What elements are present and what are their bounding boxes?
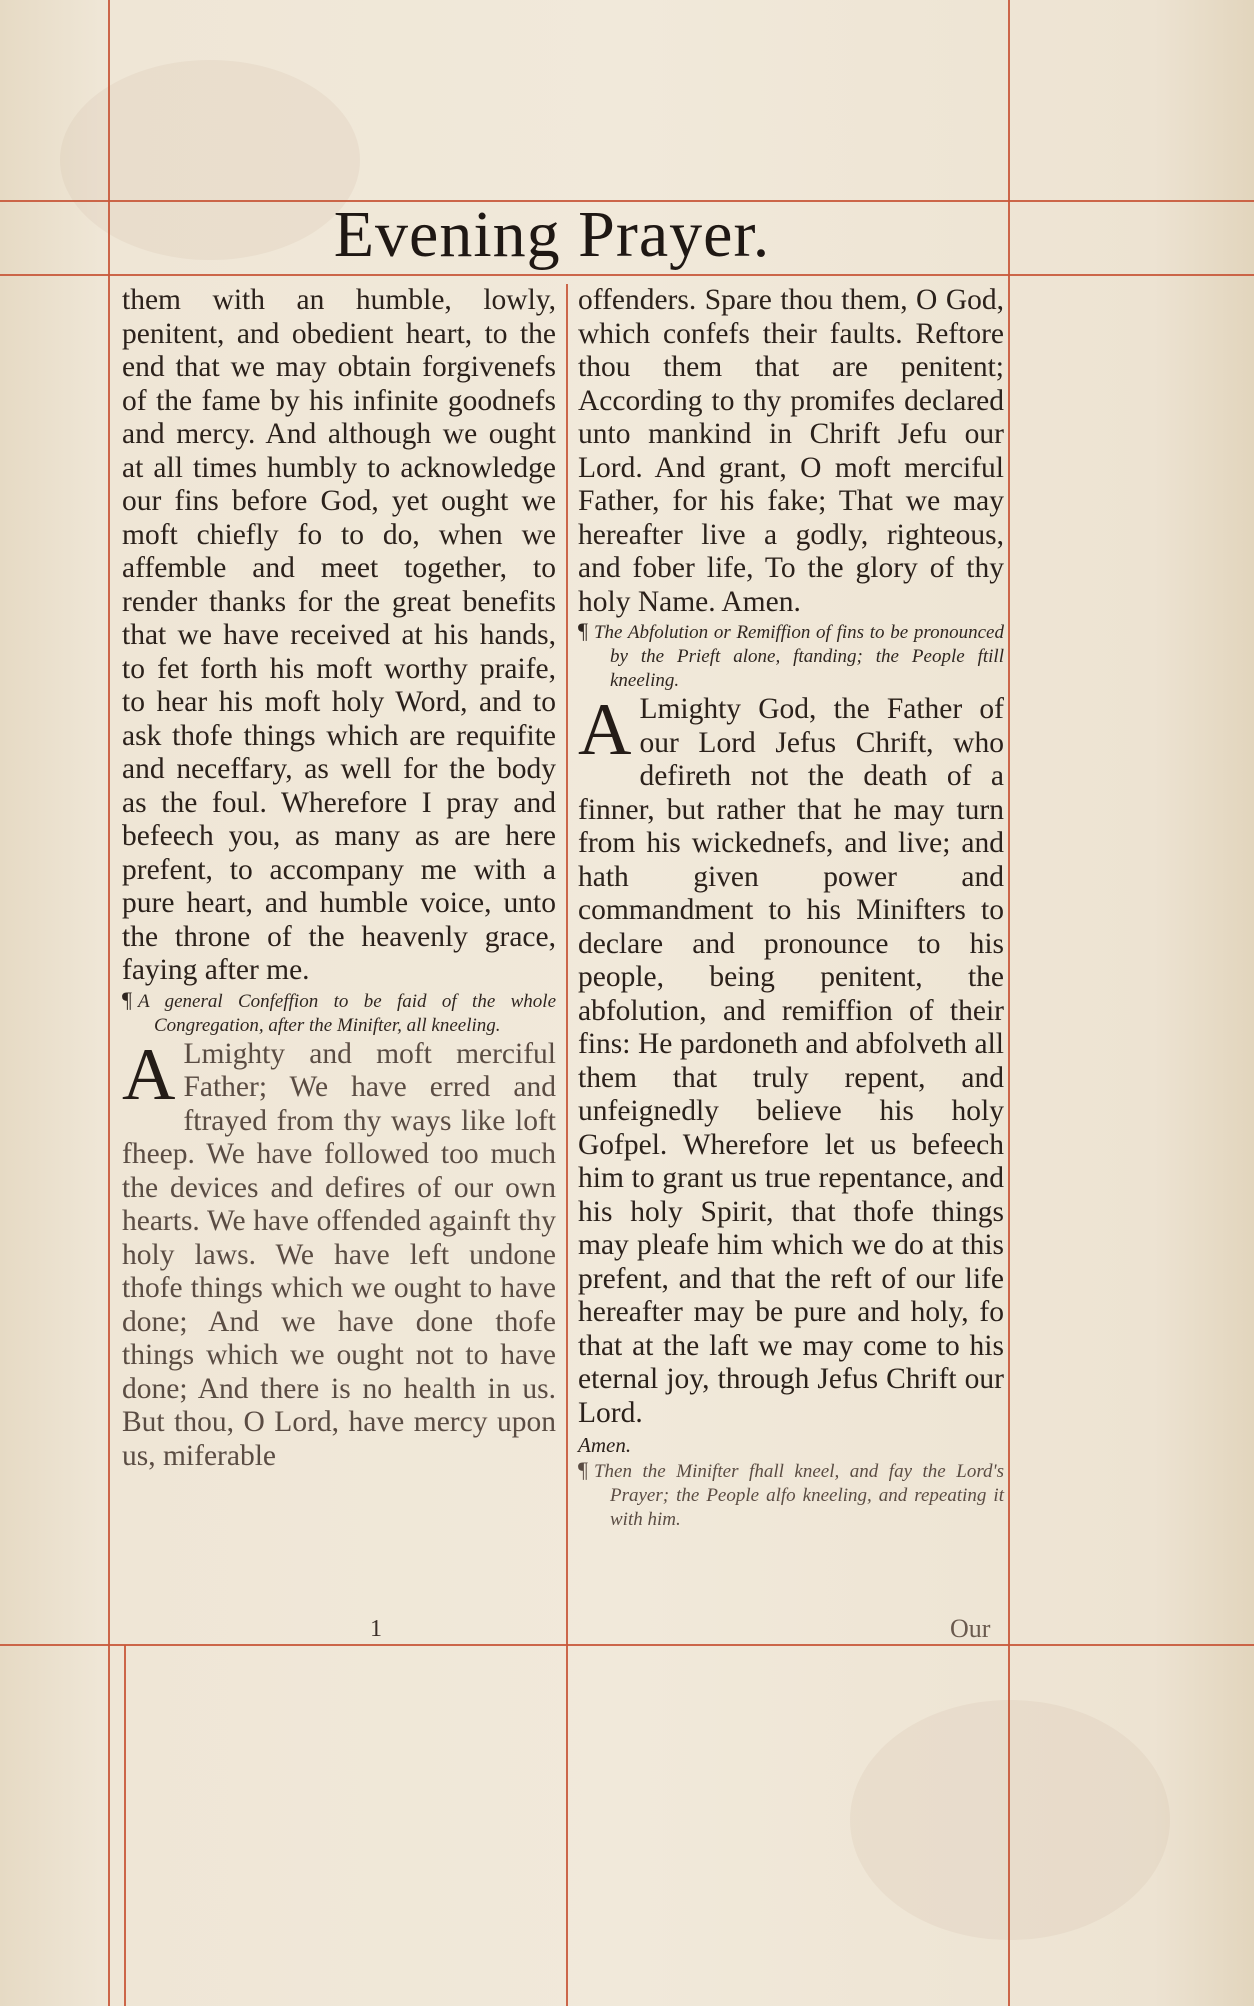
left-column	[122, 284, 556, 1473]
paper-stain	[850, 1700, 1170, 1940]
absolution-rubric	[578, 619, 1004, 693]
pilcrow-icon: ¶	[122, 986, 132, 1012]
page-number: 1	[370, 1616, 382, 1642]
right-column	[578, 284, 1004, 1532]
absolution-text: Lmighty God, the Father of our Lord Jefus Chrift, who defireth not the death of a finner, but rather that he may turn from his wickednefs, and live; and hath given power and commandment to his Minifters to declare and pronounce to his people, being penitent, the abfolution, and remiffion of their fins: He pardoneth and abfolveth all them that truly repent, and unfeignedly believe his holy Gofpel. Wherefore let us befeech him to grant us true repentance, and his holy Spirit, that thofe things may pleafe him which we do at this prefent, and that the reft of our life hereafter may be pure and holy, fo that at the laft we may come to his eternal joy, through Jefus Chrift our Lord.	[578, 693, 1004, 1429]
catchword: Our	[950, 1614, 991, 1643]
page-title: Evening Prayer.	[333, 198, 771, 271]
confession-text-block	[122, 1033, 556, 1474]
rule-vertical-right	[1008, 0, 1010, 2006]
rule-vertical-center	[566, 284, 568, 2006]
pilcrow-icon: ¶	[578, 1457, 588, 1482]
confession-rubric-text: A general Confeffion to be faid of the whole Congregation, after the Minifter, all kneeling.	[137, 990, 556, 1036]
drop-cap: A	[578, 689, 632, 771]
lords-prayer-rubric	[578, 1458, 1004, 1532]
amen-text: Amen.	[578, 1433, 632, 1457]
pilcrow-icon: ¶	[578, 618, 588, 643]
exhortation-text: them with an humble, lowly, penitent, and obedient heart, to the end that we may obtain forgivenefs of the fame by his infinite goodnefs and mercy. And although we ought at all times humbly to acknowledge our fins before God, yet ought we moft chiefly fo to do, when we affemble and meet together, to render thanks for the great benefits that we have received at his hands, to fet forth his moft worthy praife, to hear his moft holy Word, and to ask thofe things which are requifite and neceffary, as well for the body as the foul. Wherefore I pray and befeech you, as many as are here prefent, to accompany me with a pure heart, and humble voice, unto the throne of the heavenly grace, faying after me.	[122, 284, 556, 986]
confession-rubric	[122, 988, 556, 1038]
drop-cap: A	[122, 1033, 176, 1116]
rule-vertical-left-inner	[124, 1645, 126, 2006]
absolution-rubric-text: The Abfolution or Remiffion of fins to be pronounced by the Prieft alone, ftanding; the People ftill kneeling.	[593, 622, 1004, 691]
rule-vertical-left	[108, 0, 110, 2006]
rule-horizontal-bottom	[0, 1644, 1254, 1646]
absolution-text-block	[578, 689, 1004, 1430]
lords-prayer-rubric-text: Then the Minifter fhall kneel, and fay the Lord's Prayer; the People alfo kneeling, and repeating it with him.	[593, 1461, 1004, 1530]
rule-horizontal-title-bottom	[0, 274, 1254, 276]
confession-continuation: offenders. Spare thou them, O God, which confefs their faults. Reftore thou them that are penitent; According to thy promifes declared unto mankind in Chrift Jefu our Lord. And grant, O moft merciful Father, for his fake; That we may hereafter live a godly, righteous, and fober life, To the glory of thy holy Name. Amen.	[578, 284, 1004, 618]
confession-text: Lmighty and moft merciful Father; We have erred and ftrayed from thy ways like loft fheep. We have followed too much the devices and defires of our own hearts. We have offended againft thy holy laws. We have left undone thofe things which we ought to have done; And we have done thofe things which we ought not to have done; And there is no health in us. But thou, O Lord, have mercy upon us, miferable	[122, 1037, 556, 1472]
